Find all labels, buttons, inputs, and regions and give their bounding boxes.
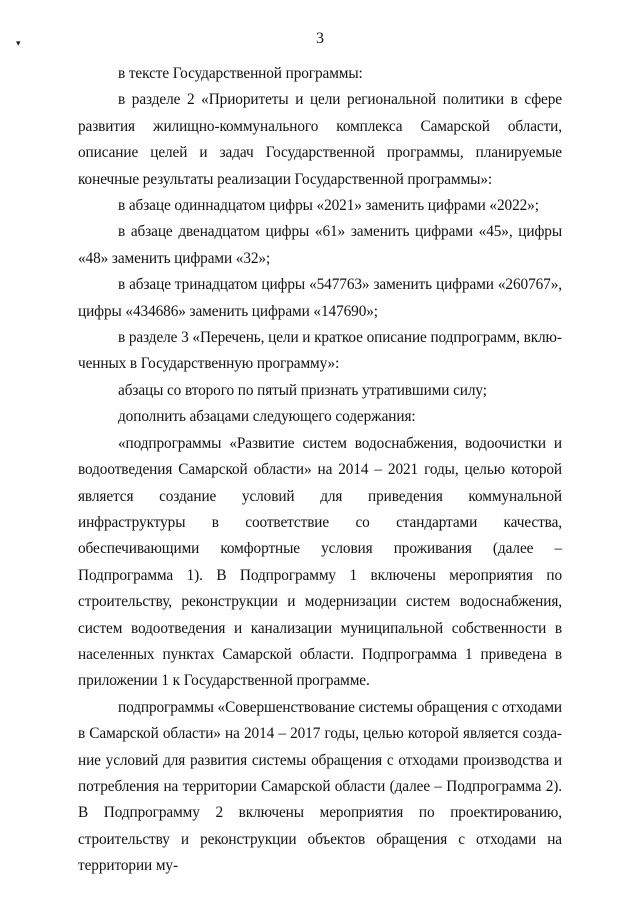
paragraph-item-11: в абзаце одиннадцатом цифры «2021» заменить цифрами «2022»; xyxy=(118,197,539,215)
paragraph-supplement: дополнить абзацами следующего содержания: xyxy=(118,408,416,426)
paragraph-subprogram-1: «подпрограммы «Развитие систем водоснабжения, водоочистки и водоотведения Самарской области» на 2014 – 2021 годы, целью которой является создание условий для приведения коммунальной инфраструктуры в соответствие со стандартами качества, обеспечивающими комфортные условия проживания (далее – Подпрограмма 1). В Подпрограмму 1 включены мероприятия по строительству, реконструкции и модернизации систем водоснабжения, систем водоотведения и канализации муниципальной собственности в населенных пунктах Самарской области. Подпрограмма 1 приведена в приложении 1 к Государственной программе. xyxy=(78,434,562,690)
paragraph-repeal: абзацы со второго по пятый признать утратившими силу; xyxy=(118,381,487,399)
document-body xyxy=(78,61,562,880)
paragraph-section-3: в разделе 3 «Перечень, цели и краткое описание подпрограмм, включенных в Государственную программу»: xyxy=(78,329,562,373)
margin-mark: ▾ xyxy=(16,38,21,48)
paragraph-item-12: в абзаце двенадцатом цифры «61» заменить цифрами «45», цифры «48» заменить цифрами «32»; xyxy=(78,223,562,267)
paragraph-item-13: в абзаце тринадцатом цифры «547763» заменить цифрами «260767», цифры «434686» заменить цифрами «147690»; xyxy=(78,276,562,320)
paragraph-intro: в тексте Государственной программы: xyxy=(118,65,363,82)
paragraph-section-2: в разделе 2 «Приоритеты и цели региональной политики в сфере развития жилищно-коммунального комплекса Самарской области, описание целей и задач Государственной программы, планируемые конечные результаты реализации Государственной программы»: xyxy=(78,91,562,188)
page-number: 3 xyxy=(316,30,324,47)
paragraph-subprogram-2: подпрограммы «Совершенствование системы обращения с отходами в Самарской области» на 2014 – 2017 годы, целью которой является создание условий для развития системы обращения с отходами производства и потребления на территории Самарской области (далее – Подпрограмма 2). В Подпрограмму 2 включены мероприятия по проектированию, строительству и реконструкции объектов обращения с отходами на территории му- xyxy=(78,698,562,875)
